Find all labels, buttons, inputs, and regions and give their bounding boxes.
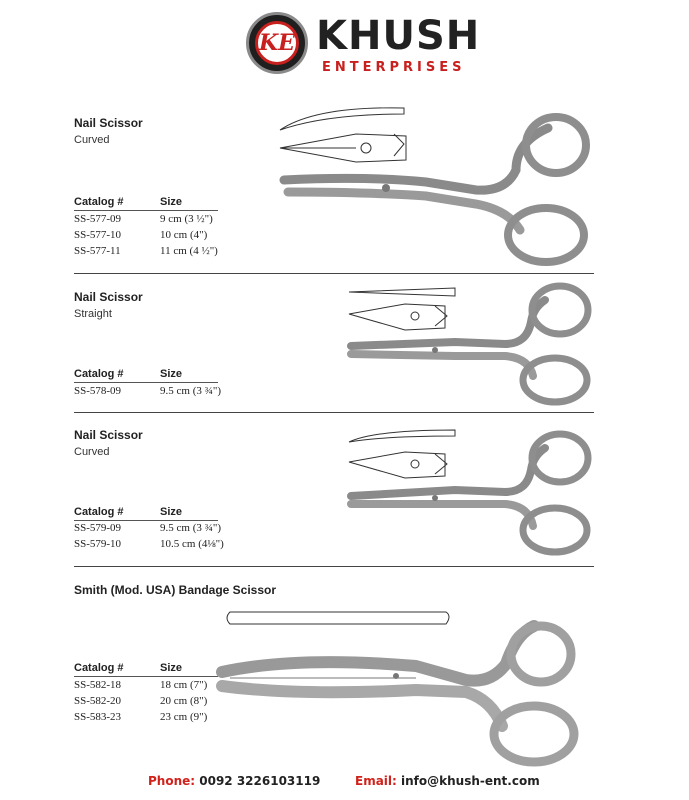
header-rule (74, 382, 218, 383)
size-value: 10 cm (4") (160, 229, 208, 241)
header-rule (74, 520, 218, 521)
phone-label: Phone: (148, 774, 196, 788)
size-header: Size (160, 662, 183, 674)
product-subtitle: Straight (74, 308, 112, 320)
contact-footer (0, 774, 689, 794)
product-subtitle: Curved (74, 134, 110, 146)
section-divider (74, 412, 594, 413)
catalog-code: SS-579-09 (74, 522, 122, 534)
size-header: Size (160, 368, 183, 380)
curved-nail-scissor-illustration (276, 100, 596, 270)
catalog-code: SS-582-20 (74, 695, 122, 707)
section-divider (74, 566, 594, 567)
size-header: Size (160, 506, 183, 518)
section-divider (74, 273, 594, 274)
size-value: 18 cm (7") (160, 679, 208, 691)
header-rule (74, 676, 218, 677)
logo-monogram: KE (255, 21, 299, 65)
bandage-scissor-illustration (216, 604, 586, 770)
table-row (74, 538, 274, 554)
size-header: Size (160, 196, 183, 208)
size-value: 23 cm (9") (160, 711, 208, 723)
size-value: 9 cm (3 ½") (160, 213, 213, 225)
table-row (74, 245, 274, 261)
product-title: Nail Scissor (74, 116, 143, 130)
company-logo (246, 12, 481, 80)
catalog-code: SS-579-10 (74, 538, 122, 550)
size-value: 20 cm (8") (160, 695, 208, 707)
catalog-header: Catalog # (74, 368, 124, 380)
logo-wordmark: KHUSH (316, 13, 481, 59)
table-row (74, 229, 274, 245)
catalog-code: SS-583-23 (74, 711, 122, 723)
table-row (74, 385, 274, 401)
logo-badge (246, 12, 308, 74)
catalog-code: SS-577-10 (74, 229, 122, 241)
catalog-code: SS-582-18 (74, 679, 122, 691)
logo-tagline: ENTERPRISES (322, 60, 466, 75)
phone-number: 0092 3226103119 (199, 774, 321, 788)
catalog-header: Catalog # (74, 662, 124, 674)
curved-nail-scissor-small-illustration (345, 424, 595, 560)
catalog-code: SS-577-09 (74, 213, 122, 225)
email-contact (355, 774, 540, 788)
catalog-code: SS-577-11 (74, 245, 121, 257)
product-title: Nail Scissor (74, 428, 143, 442)
size-value: 9.5 cm (3 ¾") (160, 385, 222, 397)
product-title: Smith (Mod. USA) Bandage Scissor (74, 583, 277, 597)
header-rule (74, 210, 218, 211)
size-value: 11 cm (4 ½") (160, 245, 218, 257)
size-value: 9.5 cm (3 ¾") (160, 522, 222, 534)
table-row (74, 522, 274, 538)
straight-nail-scissor-illustration (345, 278, 595, 408)
product-subtitle: Curved (74, 446, 110, 458)
phone-contact (148, 774, 320, 788)
product-title: Nail Scissor (74, 290, 143, 304)
catalog-code: SS-578-09 (74, 385, 122, 397)
email-label: Email: (355, 774, 397, 788)
email-address: info@khush-ent.com (401, 774, 540, 788)
catalog-header: Catalog # (74, 196, 124, 208)
table-row (74, 213, 274, 229)
catalog-header: Catalog # (74, 506, 124, 518)
size-value: 10.5 cm (4⅛") (160, 538, 224, 550)
